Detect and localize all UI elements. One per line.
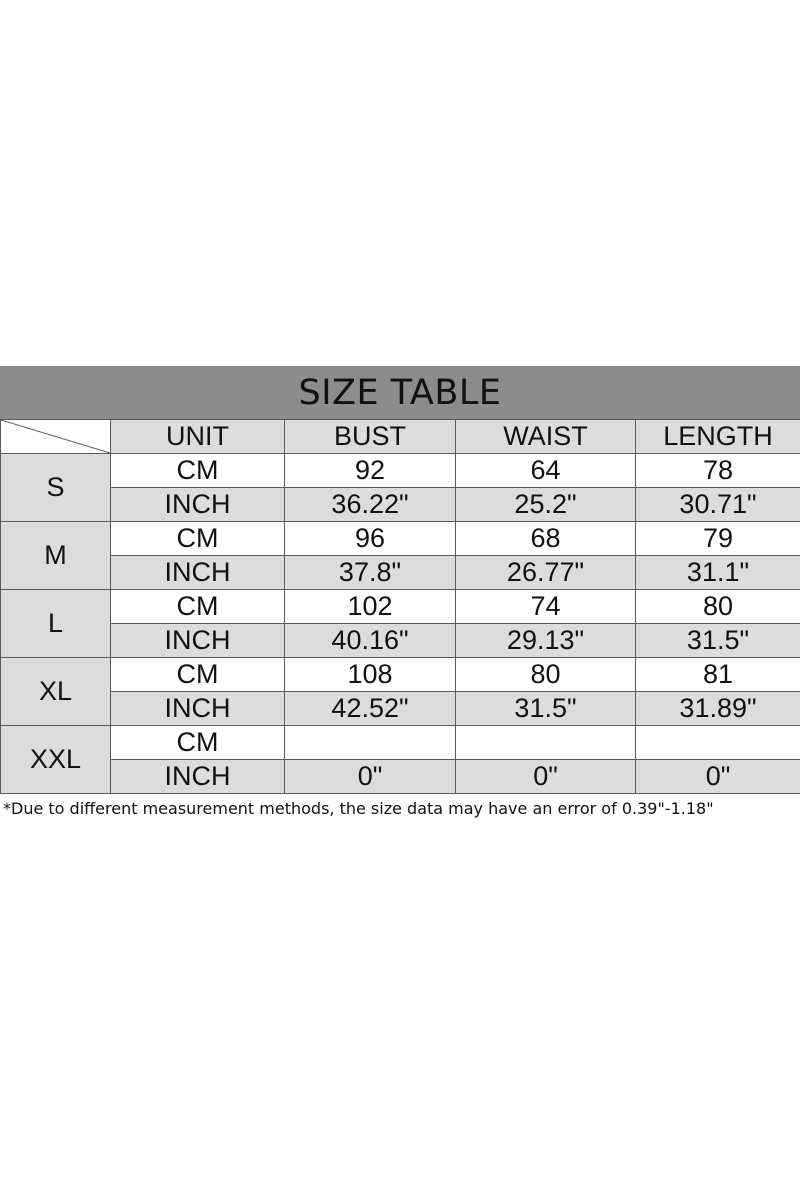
table-row (1, 760, 800, 794)
bust-cell: 42.52" (285, 692, 456, 726)
table-row (1, 488, 800, 522)
length-cell: 80 (636, 590, 800, 624)
length-cell: 81 (636, 658, 800, 692)
bust-cell: 36.22" (285, 488, 456, 522)
unit-cell: INCH (111, 624, 285, 658)
table-row (1, 692, 800, 726)
bust-cell: 96 (285, 522, 456, 556)
bust-cell: 37.8" (285, 556, 456, 590)
table-row (1, 556, 800, 590)
column-header-bust: BUST (285, 420, 456, 454)
waist-cell: 80 (456, 658, 636, 692)
unit-cell: CM (111, 590, 285, 624)
table-title: SIZE TABLE (0, 366, 800, 419)
diagonal-line (1, 420, 110, 453)
size-table (0, 419, 800, 794)
size-label: M (1, 522, 111, 590)
waist-cell: 68 (456, 522, 636, 556)
waist-cell: 0" (456, 760, 636, 794)
length-cell: 78 (636, 454, 800, 488)
length-cell: 30.71" (636, 488, 800, 522)
table-row (1, 590, 800, 624)
length-cell: 0" (636, 760, 800, 794)
size-label: XL (1, 658, 111, 726)
column-header-waist: WAIST (456, 420, 636, 454)
unit-cell: INCH (111, 488, 285, 522)
size-table-container (0, 366, 800, 818)
length-cell (636, 726, 800, 760)
unit-cell: CM (111, 522, 285, 556)
unit-cell: CM (111, 454, 285, 488)
corner-diagonal-cell (1, 420, 111, 454)
waist-cell: 31.5" (456, 692, 636, 726)
length-cell: 79 (636, 522, 800, 556)
unit-cell: INCH (111, 760, 285, 794)
waist-cell (456, 726, 636, 760)
bust-cell: 102 (285, 590, 456, 624)
unit-cell: CM (111, 658, 285, 692)
bust-cell: 0" (285, 760, 456, 794)
size-label: L (1, 590, 111, 658)
table-row (1, 522, 800, 556)
waist-cell: 29.13" (456, 624, 636, 658)
waist-cell: 74 (456, 590, 636, 624)
table-row (1, 624, 800, 658)
size-label: S (1, 454, 111, 522)
size-label: XXL (1, 726, 111, 794)
table-row (1, 658, 800, 692)
bust-cell (285, 726, 456, 760)
column-header-length: LENGTH (636, 420, 800, 454)
bust-cell: 108 (285, 658, 456, 692)
waist-cell: 26.77" (456, 556, 636, 590)
length-cell: 31.5" (636, 624, 800, 658)
unit-cell: CM (111, 726, 285, 760)
unit-cell: INCH (111, 692, 285, 726)
measurement-footnote: *Due to different measurement methods, the size data may have an error of 0.39"-1.18" (3, 799, 714, 818)
length-cell: 31.1" (636, 556, 800, 590)
bust-cell: 92 (285, 454, 456, 488)
table-row (1, 726, 800, 760)
column-header-unit: UNIT (111, 420, 285, 454)
waist-cell: 64 (456, 454, 636, 488)
table-row (1, 454, 800, 488)
length-cell: 31.89" (636, 692, 800, 726)
waist-cell: 25.2" (456, 488, 636, 522)
header-row (1, 420, 800, 454)
unit-cell: INCH (111, 556, 285, 590)
bust-cell: 40.16" (285, 624, 456, 658)
